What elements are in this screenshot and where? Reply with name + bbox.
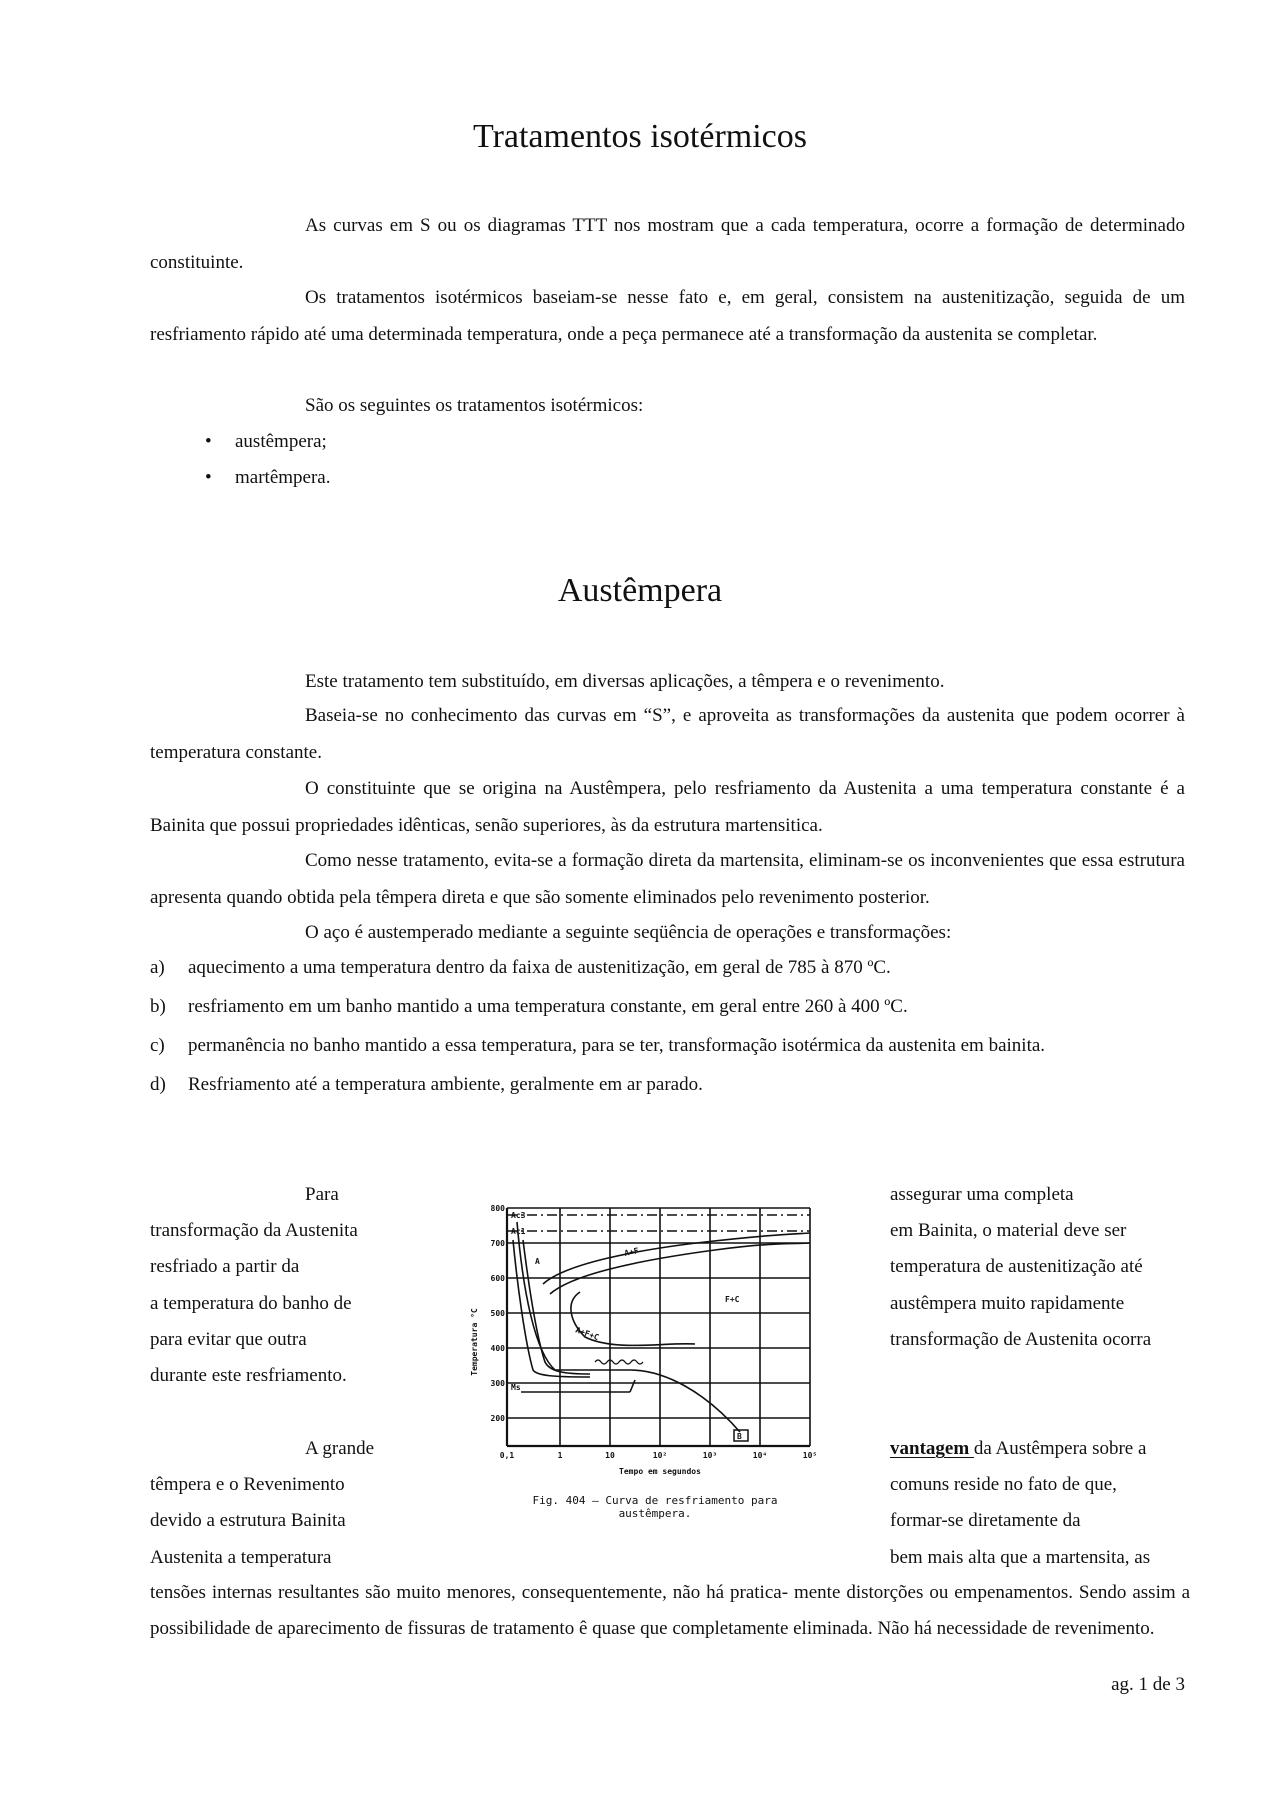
wrap-left-column-1 <box>150 1177 450 1394</box>
step-label: a) <box>150 956 165 978</box>
list-item <box>150 1026 1190 1065</box>
paragraph-7: Como nesse tratamento, evita-se a formação direta da martensita, eliminam-se os inconvenientes que essa estrutura apresenta quando obtida pela têmpera direta e que são somente eliminados pelo revenimento posterior. <box>150 850 1185 908</box>
step-label: b) <box>150 995 166 1017</box>
wrap-line: para evitar que outra <box>150 1328 307 1350</box>
x-tick-label: 10³ <box>702 1451 718 1460</box>
step-text: resfriamento em um banho mantido a uma temperatura constante, em geral entre 260 à 400 ºC. <box>188 995 908 1017</box>
label-f-plus-c: F+C <box>725 1295 740 1304</box>
step-text: Resfriamento até a temperatura ambiente, geralmente em ar parado. <box>188 1073 703 1095</box>
x-axis-label: Tempo em segundos <box>619 1467 701 1476</box>
wrap-line: a temperatura do banho de <box>150 1292 352 1314</box>
wrap-line: transformação da Austenita <box>150 1220 358 1242</box>
label-a-plus-f: A+F <box>623 1246 640 1258</box>
wrap-line: temperatura de austenitização até <box>890 1256 1143 1278</box>
x-tick-label: 1 <box>557 1451 563 1460</box>
y-tick-label: 400 <box>490 1344 505 1353</box>
wrap-line: durante este resfriamento. <box>150 1365 347 1387</box>
label-ac1: Ac1 <box>511 1227 526 1236</box>
figure-caption-line-2: austêmpera. <box>618 1507 692 1520</box>
label-a-f-c: A+F+C <box>574 1325 601 1343</box>
y-tick-label: 300 <box>490 1379 505 1388</box>
y-tick-label: 700 <box>490 1239 505 1248</box>
label-ms: Ms <box>511 1383 521 1392</box>
wrap-line: transformação de Austenita ocorra <box>890 1328 1152 1350</box>
figure-cooling-curve <box>455 1192 845 1532</box>
step-label: d) <box>150 1073 166 1095</box>
paragraph-6: O constituinte que se origina na Austêmpera, pelo resfriamento da Austenita a uma temperatura constante é a Bainita que possui propriedades idênticas, senão superiores, às da estrutura martensitica. <box>150 778 1185 836</box>
cooling-curve-diagram <box>455 1192 845 1532</box>
wrap-line: assegurar uma completa <box>890 1184 1074 1205</box>
y-tick-label: 200 <box>490 1414 505 1423</box>
paragraph-4: Este tratamento tem substituído, em diversas aplicações, a têmpera e o revenimento. <box>305 671 945 692</box>
y-tick-label: 500 <box>490 1309 505 1318</box>
page-number: ag. 1 de 3 <box>1111 1674 1185 1695</box>
x-tick-label: 10⁴ <box>752 1451 768 1460</box>
wrap-line: bem mais alta que a martensita, as <box>890 1546 1151 1568</box>
wrap-line: têmpera e o Revenimento <box>150 1474 345 1496</box>
paragraph-8: O aço é austemperado mediante a seguinte seqüência de operações e transformações: <box>305 922 952 943</box>
x-tick-label: 10² <box>652 1451 668 1460</box>
wrap-line: A grande <box>305 1438 375 1459</box>
wrap-line: austêmpera muito rapidamente <box>890 1292 1125 1314</box>
step-text: permanência no banho mantido a essa temperatura, para se ter, transformação isotérmica da austenita em bainita. <box>188 1034 1046 1056</box>
wrap-line: comuns reside no fato de que, <box>890 1474 1117 1496</box>
step-text: aquecimento a uma temperatura dentro da faixa de austenitização, em geral de 785 à 870 ºC. <box>188 956 891 978</box>
wrap-line: formar-se diretamente da <box>890 1510 1081 1532</box>
list-item <box>150 987 1190 1026</box>
y-axis-label: Temperatura °C <box>470 1308 479 1376</box>
figure-caption-line-1: Fig. 404 — Curva de resfriamento para <box>532 1494 778 1507</box>
steps-list <box>150 948 1190 1104</box>
list-item: • martêmpera. <box>200 460 330 496</box>
y-tick-label: 800 <box>490 1204 505 1213</box>
wrap-line: Para <box>305 1184 339 1205</box>
wrap-left-column-2 <box>150 1431 450 1576</box>
paragraph-2: Os tratamentos isotérmicos baseiam-se nesse fato e, em geral, consistem na austenitização, seguida de um resfriamento rápido até uma determinada temperatura, onde a peça permanece até a transformação da austenita se completar. <box>150 287 1185 345</box>
label-b: B <box>737 1432 742 1441</box>
x-tick-label: 0,1 <box>499 1451 515 1460</box>
x-tick-label: 10 <box>605 1451 615 1460</box>
y-tick-label: 600 <box>490 1274 505 1283</box>
paragraph-5: Baseia-se no conhecimento das curvas em “S”, e aproveita as transformações da austenita que podem ocorrer à temperatura constante. <box>150 705 1185 763</box>
wrap-line <box>890 1431 1195 1467</box>
wrap-line: devido a estrutura Bainita <box>150 1510 346 1532</box>
wrap-right-column-2 <box>890 1431 1195 1576</box>
wrap-right-column-1 <box>890 1177 1190 1358</box>
wrap-line-rest: da Austêmpera sobre a <box>973 1438 1147 1459</box>
wrap-line: Austenita a temperatura <box>150 1546 332 1568</box>
paragraph-1: As curvas em S ou os diagramas TTT nos mostram que a cada temperatura, ocorre a formação de determinado constituinte. <box>150 215 1185 273</box>
emphasis-vantagem: vantagem <box>890 1438 974 1459</box>
list-item <box>150 948 1190 987</box>
list-item <box>150 1065 1190 1104</box>
section-title-isothermal: Tratamentos isotérmicos <box>473 118 807 155</box>
treatments-list <box>200 424 330 496</box>
wrap-line: em Bainita, o material deve ser <box>890 1220 1127 1242</box>
transformation-curves <box>513 1233 810 1377</box>
wrap-line: resfriado a partir da <box>150 1256 300 1278</box>
grid-lines <box>507 1208 810 1446</box>
list-item: • austêmpera; <box>200 424 330 460</box>
closing-paragraph: tensões internas resultantes são muito menores, consequentemente, não há pratica- mente distorções ou empenamentos. Sendo assim a possibilidade de aparecimento de fissuras de tratamento ê quase que completamente eliminada. Não há necessidade de revenimento. <box>150 1582 1190 1640</box>
step-label: c) <box>150 1034 165 1056</box>
section-title-austempering: Austêmpera <box>557 572 723 609</box>
label-austenite: A <box>535 1257 540 1266</box>
label-ac3: Ac3 <box>511 1211 526 1220</box>
x-tick-label: 10⁵ <box>802 1451 818 1460</box>
paragraph-3: São os seguintes os tratamentos isotérmicos: <box>305 395 644 416</box>
